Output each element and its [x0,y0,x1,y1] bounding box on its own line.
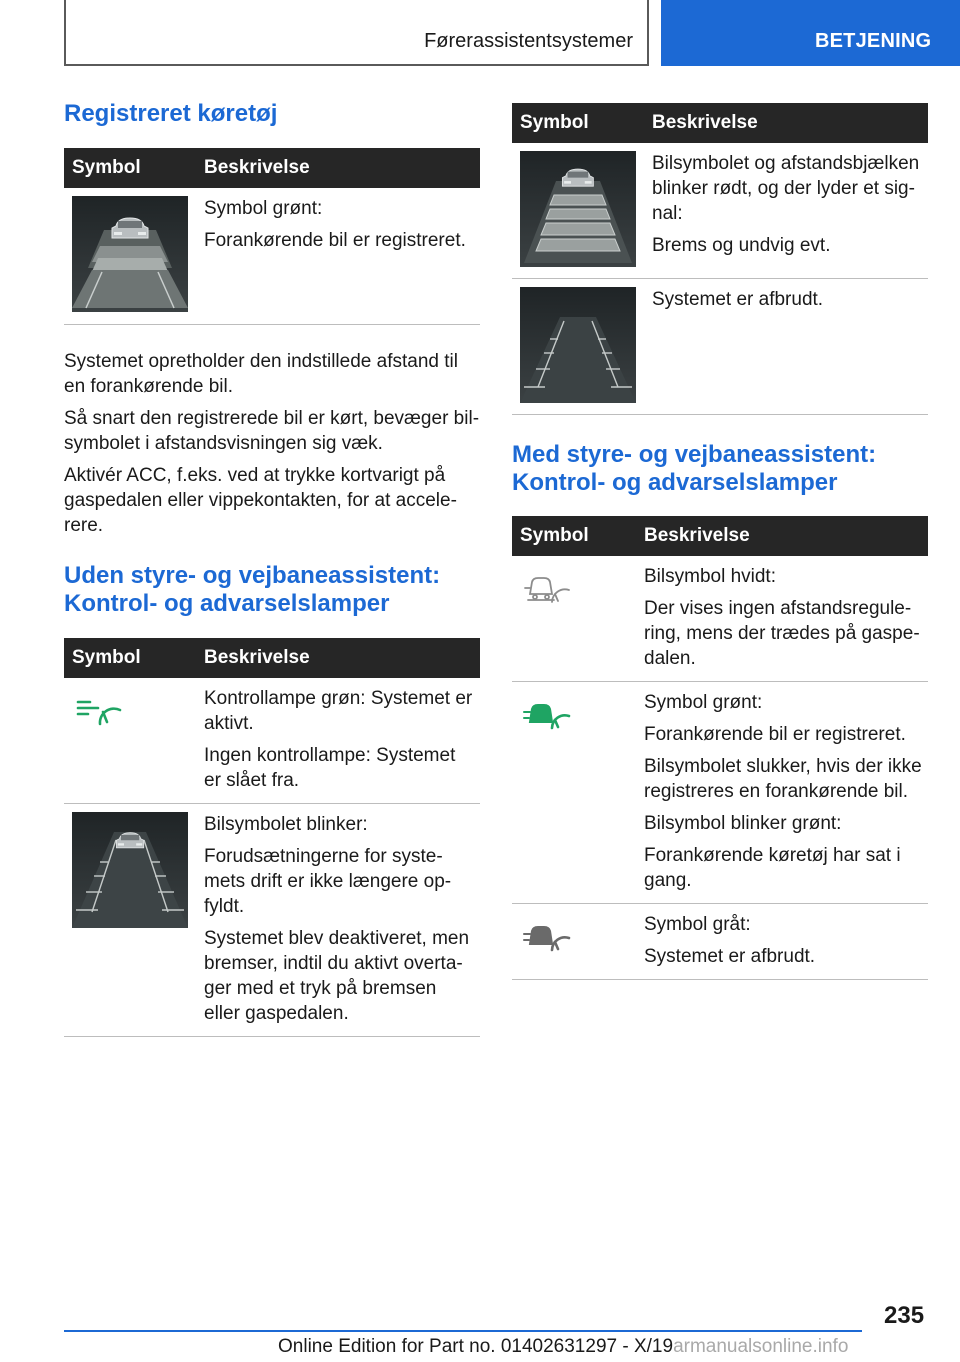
header-section-box [661,0,960,66]
table-row [512,143,928,278]
description-line: Forankørende bil er registreret. [644,723,906,745]
paragraph: Systemet opretholder den indstillede afstand til en forankørende bil. [64,350,458,397]
col-header-description: Beskrivelse [636,516,928,556]
description-line: Bilsymbol hvidt: [644,565,776,587]
heading-med-styre: Med styre- og vejbaneassistent: Kontrol- og advarselslamper [512,440,877,496]
table-row [64,678,480,804]
distance-display-interrupted-image [520,287,636,403]
heading-uden-styre: Uden styre- og vejbaneassistent: Kontrol- og advarselslamper [64,561,441,617]
distance-display-car-blinking-image [72,812,188,928]
car-gauge-grey-icon [522,916,572,956]
left-column [64,100,480,1037]
footer-edition [278,1336,848,1358]
description-line: Systemet blev deaktiveret, men bremser, indtil du aktivt overtager med et tryk på bremsen eller gaspedalen. [204,927,470,1024]
description-line: Der vises ingen afstandsregulering, mens der trædes på gaspedalen. [644,597,920,669]
chapter-title: Førerassistentsystemer [424,30,633,52]
table-with-steering-assistant [512,516,928,980]
footer-rule [64,1330,862,1332]
col-header-description: Beskrivelse [196,148,480,188]
description-line: Kontrollampe grøn: Systemet er aktivt. [204,687,473,734]
distance-display-car-red-image [520,151,636,267]
description-line: Symbol grønt: [644,691,763,713]
description-line: Symbol gråt: [644,913,751,935]
description-line: Forankørende bil er registreret. [204,230,466,251]
col-header-symbol: Symbol [512,516,636,556]
col-header-description: Beskrivelse [196,638,480,678]
table-row [512,681,928,903]
section-title: BETJENING [815,30,932,52]
heading-registreret-koretoj: Registreret køretøj [64,100,278,127]
car-gauge-white-icon [522,568,572,608]
table-distance-display-continued [512,103,928,415]
edition-text: Online Edition for Part no. 01402631297 - X/19 [278,1336,674,1357]
col-header-symbol: Symbol [64,148,196,188]
right-column [512,103,928,980]
table-row [512,556,928,682]
table-row [512,903,928,979]
description-line: Forudsætningerne for systemets drift er ikke længere opfyldt. [204,845,452,917]
description-line: Symbol grønt: [204,198,323,219]
watermark-text: armanualsonline.info [673,1336,849,1357]
description-line: Bilsymbolet slukker, hvis der ikke registreres en forankørende bil. [644,755,922,802]
col-header-description: Beskrivelse [644,103,928,143]
car-gauge-green-icon [522,694,572,734]
description-line: Brems og undvig evt. [652,235,831,256]
header-chapter-box [64,0,649,66]
paragraph: Aktivér ACC, f.eks. ved at trykke kortvarigt på gaspedalen eller vippekontakten, for at accelerere. [64,464,457,536]
col-header-symbol: Symbol [512,103,644,143]
table-row [64,188,480,324]
description-line: Systemet er afbrudt. [644,945,816,967]
table-row [512,278,928,414]
body-paragraphs [64,349,480,538]
description-line: Forankørende køretøj har sat i gang. [644,844,901,891]
description-line: Bilsymbol blinker grønt: [644,812,842,834]
table-registered-vehicle [64,148,480,325]
paragraph: Så snart den registrerede bil er kørt, bevæger bilsymbolet i afstandsvisningen sig væk. [64,407,480,454]
description-line: Systemet er afbrudt. [652,288,824,310]
description-line: Ingen kontrollampe: Systemet er slået fra. [204,744,456,791]
table-without-steering-assistant [64,638,480,1037]
page-number: 235 [884,1302,925,1329]
distance-display-car-green-image [72,196,188,312]
table-row [64,803,480,1036]
acc-control-lamp-green-icon [74,690,124,730]
col-header-symbol: Symbol [64,638,196,678]
description-line: Bilsymbolet blinker: [204,813,368,835]
description-line: Bilsymbolet og afstandsbjælken blinker rødt, og der lyder et signal: [652,153,920,224]
